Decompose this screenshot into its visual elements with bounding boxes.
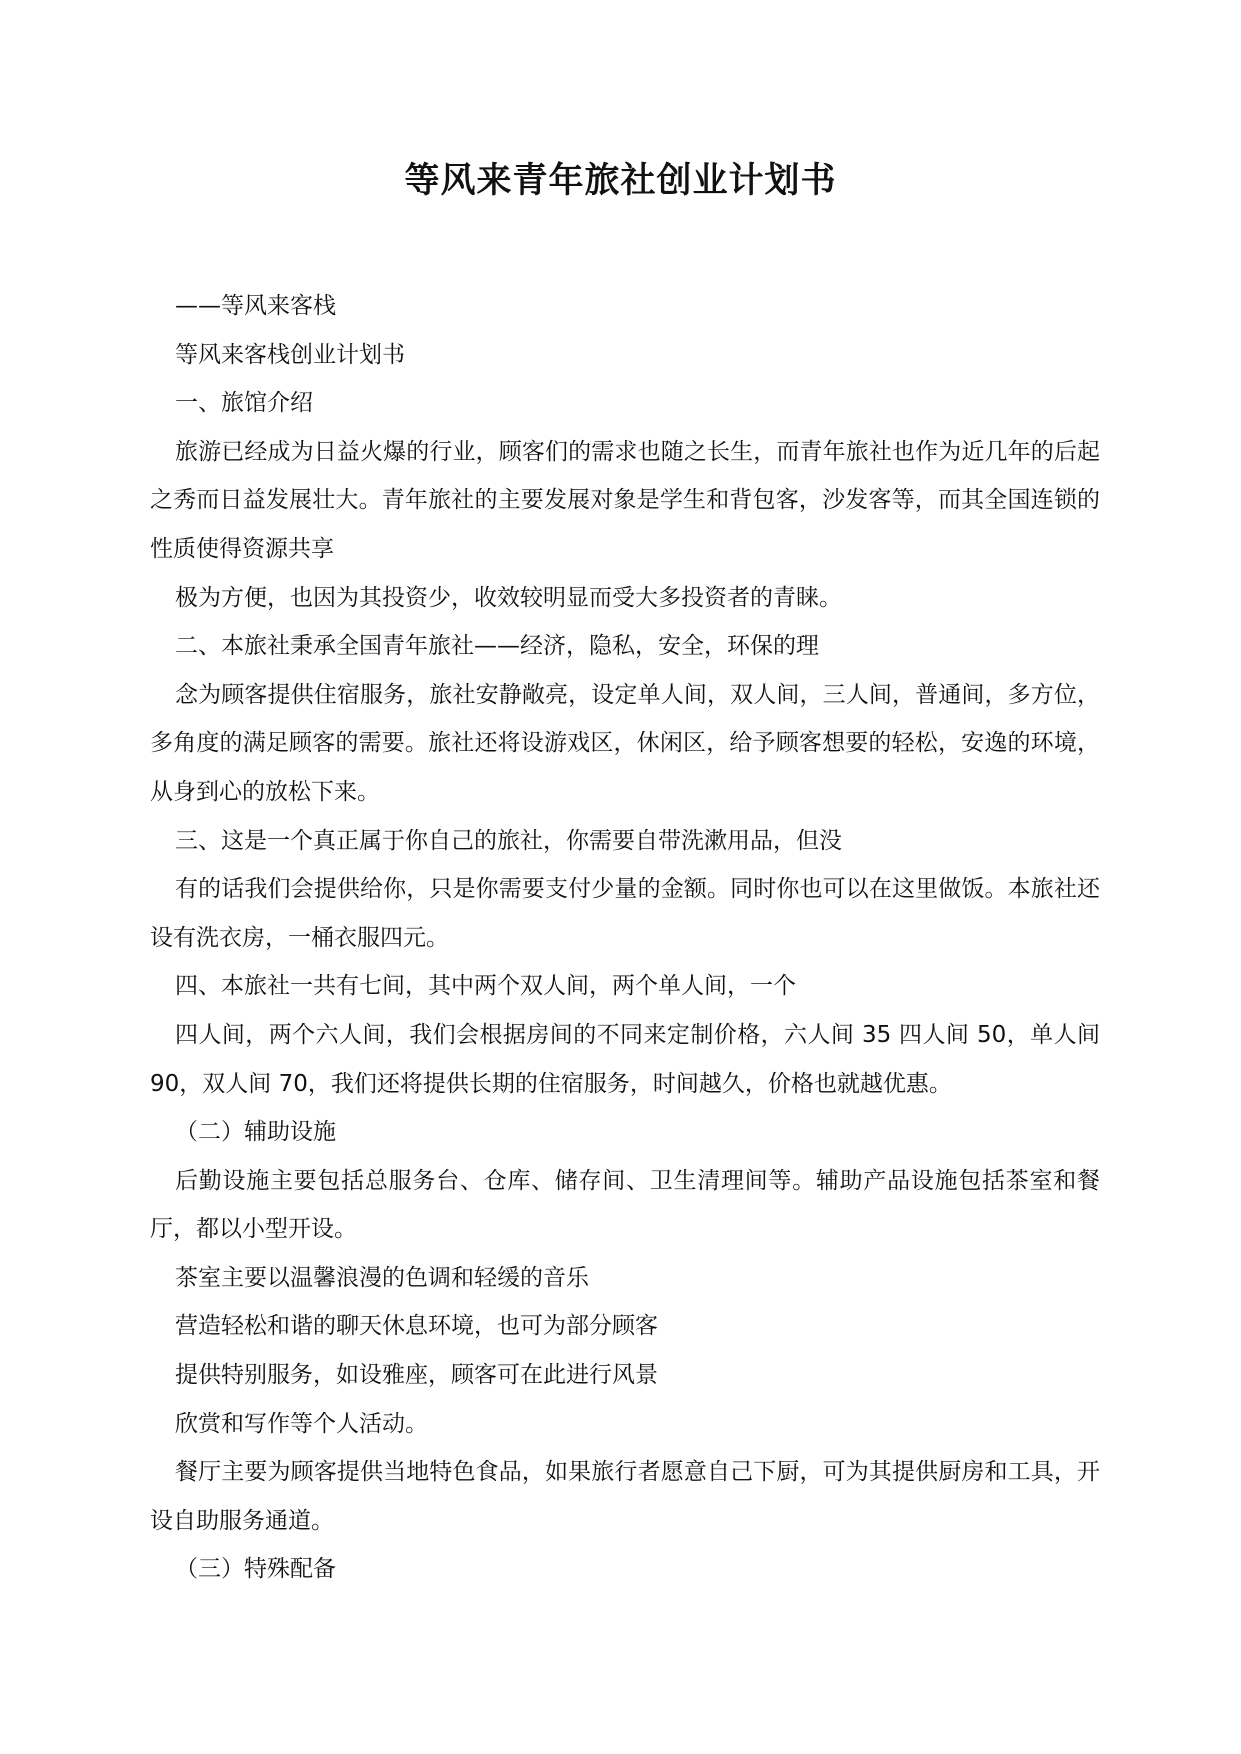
section-heading-two: 二、本旅社秉承全国青年旅社——经济，隐私，安全，环保的理 (175, 633, 819, 660)
paragraph: 极为方便，也因为其投资少，收效较明显而受大多投资者的青睐。 (175, 584, 842, 611)
paragraph: 提供特别服务，如设雅座，顾客可在此进行风景 (175, 1362, 658, 1389)
section-heading-four: 四、本旅社一共有七间，其中两个双人间，两个单人间，一个 (175, 973, 796, 1000)
paragraph-subtitle: ——等风来客栈 (175, 293, 336, 319)
paragraph: 念为顾客提供住宿服务，旅社安静敞亮，设定单人间，双人间，三人间，普通间，多方位，多角度的满足顾客的需要。旅社还将设游戏区，休闲区，给予顾客想要的轻松，安逸的环境，从身到心的放松下来。 (150, 681, 1100, 805)
paragraph: 营造轻松和谐的聊天休息环境，也可为部分顾客 (175, 1313, 658, 1340)
subsection-heading-special: （三）特殊配备 (175, 1556, 336, 1583)
document-title: 等风来青年旅社创业计划书 (404, 161, 837, 201)
paragraph-pricing: 四人间，两个六人间，我们会根据房间的不同来定制价格，六人间 35 四人间 50，单人间 90，双人间 70，我们还将提供长期的住宿服务，时间越久，价格也就越优惠。 (150, 1021, 1100, 1097)
paragraph: 有的话我们会提供给你，只是你需要支付少量的金额。同时你也可以在这里做饭。本旅社还设有洗衣房，一桶衣服四元。 (150, 876, 1100, 951)
document-body (150, 282, 1100, 1594)
paragraph: 餐厅主要为顾客提供当地特色食品，如果旅行者愿意自己下厨，可为其提供厨房和工具，开设自助服务通道。 (150, 1459, 1100, 1534)
paragraph-plan-name: 等风来客栈创业计划书 (175, 341, 405, 368)
section-heading-intro: 一、旅馆介绍 (175, 390, 313, 417)
paragraph: 后勤设施主要包括总服务台、仓库、储存间、卫生清理间等。辅助产品设施包括茶室和餐厅，都以小型开设。 (150, 1167, 1100, 1243)
paragraph: 茶室主要以温馨浪漫的色调和轻缓的音乐 (175, 1264, 589, 1291)
subsection-heading-facilities: （二）辅助设施 (175, 1119, 336, 1146)
paragraph: 旅游已经成为日益火爆的行业，顾客们的需求也随之长生，而青年旅社也作为近几年的后起之秀而日益发展壮大。青年旅社的主要发展对象是学生和背包客，沙发客等，而其全国连锁的性质使得资源共享 (150, 438, 1100, 562)
paragraph: 欣赏和写作等个人活动。 (175, 1410, 428, 1437)
section-heading-three: 三、这是一个真正属于你自己的旅社，你需要自带洗漱用品，但没 (175, 827, 842, 854)
